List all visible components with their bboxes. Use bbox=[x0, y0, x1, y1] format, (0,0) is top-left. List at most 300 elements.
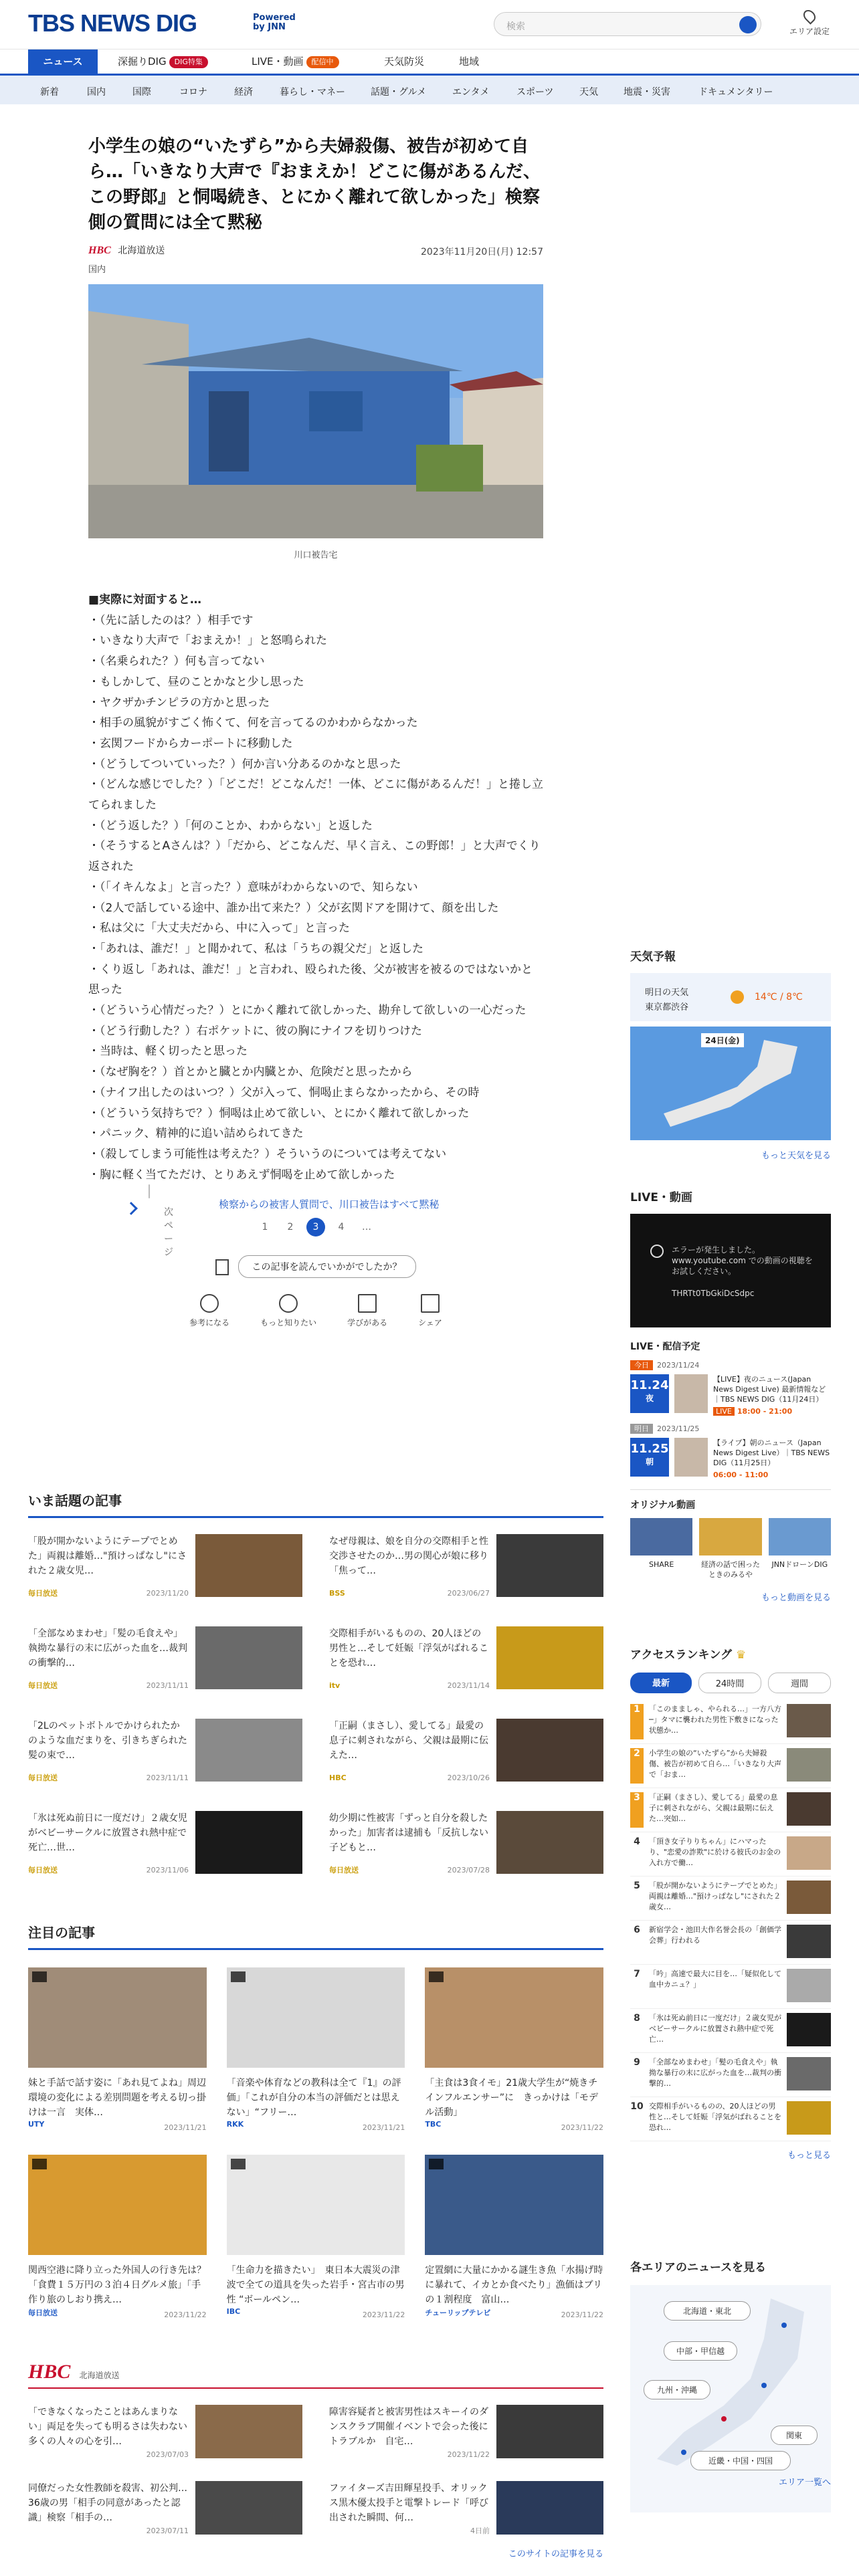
original-heading: オリジナル動画 bbox=[630, 1489, 831, 1511]
schedule-day-box bbox=[630, 1438, 669, 1477]
hbc-title: ファイターズ吉田輝星投手、オリックス黒木優太投手と電撃トレード「呼び出された瞬間、何… bbox=[329, 2483, 488, 2523]
body-line: ・（どう行動した？）右ポケットに、彼の胸にナイフを切りつけた bbox=[88, 1024, 422, 1038]
trending-title: 幼少期に性被害「ずっと自分を殺したかった」加害者は逮捕も「反抗しない子どもと… bbox=[329, 1813, 488, 1853]
hbc-section-logo[interactable]: HBC bbox=[28, 2361, 71, 2383]
trending-text-block bbox=[329, 1811, 490, 1885]
nav-region[interactable]: 地域 bbox=[459, 56, 480, 68]
ranking-item[interactable] bbox=[630, 1921, 831, 1965]
ranking-number: 6 bbox=[634, 1925, 640, 1935]
trending-heading: いま話題の記事 bbox=[28, 1490, 603, 1518]
featured-thumbnail bbox=[227, 2155, 405, 2255]
hbc-card[interactable] bbox=[28, 2405, 302, 2469]
area-list-link[interactable]: エリア一覧へ bbox=[778, 2478, 831, 2488]
feedback-block bbox=[88, 1255, 543, 1278]
nav-weather[interactable]: 天気防災 bbox=[384, 56, 425, 68]
reaction-share[interactable] bbox=[418, 1294, 442, 1328]
featured-source: UTY bbox=[28, 2120, 45, 2129]
trending-source: HBC bbox=[329, 1774, 347, 1782]
nav-dig[interactable] bbox=[118, 49, 208, 74]
reaction-helpful[interactable] bbox=[189, 1294, 229, 1328]
trending-thumbnail bbox=[195, 1534, 302, 1597]
location-pin-icon bbox=[801, 7, 818, 24]
subnav-corona[interactable]: コロナ bbox=[179, 87, 207, 98]
hbc-title: 同僚だった女性教師を殺害、初公判…36歳の男「相手の同意があったと認識」検察「相手の… bbox=[28, 2483, 187, 2523]
site-header bbox=[0, 0, 859, 49]
ranking-item[interactable] bbox=[630, 2097, 831, 2141]
ranking-title: 小学生の娘の“いたずら”から夫婦殺傷、被告が初めて自ら…「いきなり大声で「おま… bbox=[649, 1749, 781, 1779]
body-line: ・（そうするとAさんは？）「だから、どこなんだ、早く言え、この野郎！」と大声でくり返された bbox=[88, 839, 541, 874]
trending-card[interactable] bbox=[28, 1534, 302, 1608]
featured-date: 2023/11/22 bbox=[362, 2311, 405, 2319]
weather-widget bbox=[630, 947, 831, 1161]
featured-source: チューリップテレビ bbox=[425, 2309, 491, 2317]
ranking-item[interactable] bbox=[630, 1744, 831, 1788]
ranking-item[interactable] bbox=[630, 1788, 831, 1832]
subnav-documentary[interactable]: ドキュメンタリー bbox=[698, 87, 773, 98]
photo-caption: 川口被告宅 bbox=[294, 550, 338, 560]
search-icon[interactable] bbox=[739, 16, 757, 33]
schedule-presenter-avatar bbox=[674, 1374, 708, 1413]
trending-title: 「股が開かないようにテープでとめた」両親は離婚…"預けっぱなし"にされた２歳女児… bbox=[28, 1536, 187, 1576]
body-line: ・相手の風貌がすごく怖くて、何を言ってるのかわからなかった bbox=[88, 716, 418, 730]
hbc-text-block bbox=[329, 2405, 490, 2469]
schedule-day: 11.24 bbox=[630, 1378, 669, 1392]
body-line: ・（2人で話している途中、誰か出て来た？）父が玄関ドアを開けて、顔を出した bbox=[88, 901, 499, 915]
trending-card[interactable] bbox=[329, 1719, 603, 1792]
page-4[interactable]: 4 bbox=[338, 1222, 345, 1233]
trending-thumbnail bbox=[496, 1811, 603, 1874]
featured-title: 「音楽や体育などの教科は全て『1』の評価」「これが自分の本当の評価だとは思えない」“フリー… bbox=[226, 2078, 401, 2118]
site-logo[interactable]: TBS NEWS DIG bbox=[28, 9, 197, 37]
body-line: ・もしかして、昼のことかなと少し思った bbox=[88, 675, 304, 689]
schedule-title: 【LIVE】夜のニュース(Japan News Digest Live) 最新情報など｜TBS NEWS DIG（11月24日） bbox=[713, 1375, 826, 1404]
hbc-thumbnail bbox=[195, 2405, 302, 2458]
body-line: ・（先に話したのは？）相手です bbox=[88, 613, 254, 627]
ranking-title: 「全部なめまわせ」「髪の毛食えや」執拗な暴行の末に広がった血を…裁判の衝撃的… bbox=[649, 2058, 781, 2088]
featured-title: 「主食は3食イモ」21歳大学生が“焼きチインフルエンサー”に きっかけは「モデル活動」 bbox=[425, 2078, 599, 2118]
trending-title: 「氷は死ぬ前日に一度だけ」２歳女児がベビーサークルに放置され熱中症で死亡…世… bbox=[28, 1813, 187, 1853]
article-title: 小学生の娘の“いたずら”から夫婦殺傷、被告が初めて自ら…「いきなり大声で『おまえか！どこに傷があるんだ、この野郎』と恫喝続き、とにかく離れて欲しかった」検察側の質問には全て黙秘 bbox=[88, 136, 541, 233]
featured-footer bbox=[28, 2307, 207, 2319]
featured-thumbnail bbox=[28, 1967, 207, 2068]
schedule-title: 【ライブ】朝のニュース（Japan News Digest Live）｜TBS NEWS DIG（11月25日） bbox=[713, 1438, 830, 1467]
trending-text-block bbox=[28, 1534, 189, 1608]
featured-title: 「生命力を描きたい」 東日本大震災の津波で全ての道具を失った岩手・宮古市の男性 “ボールペン… bbox=[226, 2265, 405, 2305]
schedule-date-label: 2023/11/25 bbox=[657, 1424, 700, 1433]
reaction-buttons bbox=[88, 1294, 543, 1328]
body-line: ・（なぜ胸を？）首とかと臓とか内臓とか、危険だと思ったから bbox=[88, 1065, 413, 1079]
trending-card[interactable] bbox=[28, 1719, 302, 1792]
featured-thumbnail bbox=[425, 1967, 603, 2068]
trending-title: 交際相手がいるものの、20人ほどの男性と…そして妊娠「浮気がばれることを恐れ… bbox=[329, 1628, 488, 1669]
chevron-right-icon bbox=[124, 1202, 138, 1215]
schedule-day-box bbox=[630, 1374, 669, 1413]
share-icon bbox=[421, 1294, 440, 1313]
area-kyushu[interactable]: 九州・沖縄 bbox=[644, 2380, 710, 2399]
featured-thumbnail bbox=[227, 1967, 405, 2068]
ranking-item[interactable] bbox=[630, 1965, 831, 2009]
trending-source: 毎日放送 bbox=[28, 1866, 58, 1874]
reaction-learn-label: 学びがある bbox=[347, 1318, 388, 1328]
ranking-number: 4 bbox=[634, 1836, 640, 1847]
schedule-sub: 夜 bbox=[645, 1394, 654, 1403]
featured-date: 2023/11/22 bbox=[561, 2311, 603, 2319]
hbc-date: 2023/07/11 bbox=[146, 2527, 189, 2535]
area-chubu[interactable]: 中部・甲信越 bbox=[664, 2341, 737, 2361]
ranking-number: 8 bbox=[634, 2013, 640, 2024]
trending-card[interactable] bbox=[329, 1811, 603, 1885]
featured-title: 関西空港に降り立った外国人の行き先は？「食費１５万円の３泊４日グルメ旅」「手作り旅のしおり携え… bbox=[28, 2265, 206, 2305]
featured-footer bbox=[28, 2120, 207, 2132]
ranking-title: 「氷は死ぬ前日に一度だけ」２歳女児がベビーサークルに放置され熱中症で死亡… bbox=[649, 2014, 781, 2044]
reaction-helpful-label: 参考になる bbox=[189, 1318, 230, 1328]
featured-heading: 注目の記事 bbox=[28, 1922, 603, 1950]
trending-date: 2023/10/26 bbox=[447, 1774, 490, 1782]
original-thumbnail bbox=[630, 1518, 692, 1555]
page-2[interactable]: 2 bbox=[287, 1222, 294, 1233]
trending-thumbnail bbox=[496, 1719, 603, 1782]
ranking-thumbnail bbox=[787, 1748, 831, 1782]
magnifier-icon bbox=[279, 1294, 298, 1313]
featured-footer bbox=[227, 2307, 405, 2319]
hbc-title: 「できなくなったことはあんまりない」両足を失っても明るさは失わない多くの人々の心を引… bbox=[28, 2407, 187, 2447]
hbc-card[interactable] bbox=[329, 2481, 603, 2545]
body-line: ・パニック、精神的に追い詰められてきた bbox=[88, 1127, 304, 1141]
weather-map[interactable] bbox=[630, 1027, 831, 1140]
ranking-thumbnail bbox=[787, 1925, 831, 1958]
ranking-widget bbox=[630, 1645, 831, 2161]
featured-source: RKK bbox=[226, 2120, 244, 2129]
original-thumbnail bbox=[699, 1518, 761, 1555]
body-line: ・（どういう気持ちで？）恫喝は止めて欲しい、とにかく離れて欲しかった bbox=[88, 1106, 470, 1120]
trending-section bbox=[28, 1490, 603, 1885]
trending-text-block bbox=[329, 1719, 490, 1792]
reaction-more[interactable] bbox=[260, 1294, 316, 1328]
page-1[interactable]: 1 bbox=[262, 1222, 268, 1233]
trending-text-block bbox=[28, 1811, 189, 1885]
ranking-item[interactable] bbox=[630, 2009, 831, 2053]
schedule-info bbox=[713, 1374, 831, 1416]
area-setting-button[interactable] bbox=[788, 9, 831, 37]
sunny-icon bbox=[731, 990, 744, 1004]
trending-thumbnail bbox=[195, 1719, 302, 1782]
weather-map-date: 24日(金) bbox=[701, 1033, 744, 1047]
live-schedule bbox=[630, 1360, 831, 1480]
ranking-heading bbox=[630, 1645, 831, 1662]
schedule-heading: LIVE・配信予定 bbox=[630, 1341, 700, 1352]
trending-thumbnail bbox=[195, 1811, 302, 1874]
schedule-date-row bbox=[630, 1360, 831, 1370]
video-play-icon bbox=[429, 2159, 444, 2169]
ranking-number: 9 bbox=[634, 2057, 640, 2068]
subnav-disaster[interactable]: 地震・災害 bbox=[624, 87, 670, 98]
book-icon bbox=[358, 1294, 377, 1313]
schedule-live-badge: LIVE bbox=[713, 1407, 735, 1416]
area-heading: 各エリアのニュースを見る bbox=[630, 2261, 767, 2274]
ranking-title: 「股が開かないようにテープでとめた」両親は離婚…"預けっぱなし"にされた２歳女… bbox=[649, 1881, 781, 1911]
trending-date: 2023/07/28 bbox=[447, 1866, 490, 1874]
live-widget bbox=[630, 1188, 831, 1603]
hbc-more-link[interactable]: このサイトの記事を見る bbox=[508, 2549, 603, 2559]
featured-card[interactable] bbox=[425, 1967, 603, 2132]
video-play-icon bbox=[231, 2159, 246, 2169]
body-line: ・玄関フードからカーポートに移動した bbox=[88, 736, 293, 750]
page-3-current[interactable]: 3 bbox=[306, 1218, 325, 1237]
subnav-living[interactable]: 暮らし・マネー bbox=[280, 87, 345, 98]
trending-date: 2023/11/11 bbox=[146, 1774, 189, 1782]
body-line: ・（名乗られた？）何も言ってない bbox=[88, 655, 265, 669]
trending-date: 2023/11/20 bbox=[146, 1589, 189, 1598]
original-thumbnail bbox=[769, 1518, 831, 1555]
ranking-thumbnail bbox=[787, 1792, 831, 1826]
video-play-icon bbox=[231, 1971, 246, 1982]
trending-text-block bbox=[28, 1719, 189, 1792]
hbc-header bbox=[28, 2361, 603, 2389]
video-play-icon bbox=[32, 2159, 47, 2169]
sub-nav bbox=[0, 74, 859, 104]
weather-area: 東京都渋谷 bbox=[645, 1002, 689, 1012]
schedule-time: 06:00 - 11:00 bbox=[713, 1471, 769, 1479]
trending-source: BSS bbox=[329, 1589, 345, 1598]
dig-feature-badge: DIG特集 bbox=[169, 56, 208, 68]
body-line: ・私は父に「大丈夫だから、中に入って」と言った bbox=[88, 922, 350, 936]
area-widget bbox=[630, 2258, 831, 2488]
trending-thumbnail bbox=[496, 1534, 603, 1597]
schedule-time: 18:00 - 21:00 bbox=[737, 1407, 793, 1416]
body-line: ・（殺してしまう可能性は考えた？）そういうのについては考えてない bbox=[88, 1147, 447, 1161]
subnav-economy[interactable]: 経済 bbox=[234, 87, 253, 98]
featured-date: 2023/11/22 bbox=[561, 2123, 603, 2132]
featured-date: 2023/11/21 bbox=[362, 2123, 405, 2132]
trending-card[interactable] bbox=[329, 1534, 603, 1608]
featured-footer bbox=[425, 2120, 603, 2132]
schedule-day: 11.25 bbox=[630, 1442, 669, 1456]
ranking-tabs bbox=[630, 1673, 831, 1693]
schedule-row bbox=[630, 1438, 831, 1480]
ranking-heading-text: アクセスランキング bbox=[630, 1648, 732, 1662]
featured-card[interactable] bbox=[227, 2155, 405, 2319]
schedule-time-row bbox=[713, 1406, 831, 1416]
body-line: ・（ナイフ出したのはいつ？）父が入って、恫喝止まらなかったから、その時 bbox=[88, 1085, 480, 1099]
ranking-list bbox=[630, 1700, 831, 2141]
area-hokkaido-tohoku[interactable]: 北海道・東北 bbox=[664, 2301, 751, 2321]
featured-source: 毎日放送 bbox=[28, 2309, 58, 2317]
subnav-domestic[interactable]: 国内 bbox=[87, 87, 106, 98]
featured-thumbnail bbox=[425, 2155, 603, 2255]
trending-text-block bbox=[28, 1626, 189, 1700]
body-line: ・ヤクザかチンピラの方かと思った bbox=[88, 695, 270, 710]
error-icon bbox=[650, 1245, 664, 1258]
body-heading: ■実際に対面すると… bbox=[88, 593, 202, 607]
area-kanto[interactable]: 関東 bbox=[771, 2426, 818, 2445]
original-label: 経済の話で困ったときのみるや bbox=[700, 1560, 760, 1579]
video-more-link[interactable]: もっと動画を見る bbox=[761, 1593, 831, 1603]
trending-title: 「全部なめまわせ」「髪の毛食えや」執拗な暴行の末に広がった血を…裁判の衝撃的… bbox=[28, 1628, 187, 1669]
article-body bbox=[88, 590, 543, 1185]
featured-footer bbox=[227, 2120, 405, 2132]
original-videos bbox=[630, 1518, 831, 1580]
ranking-thumbnail bbox=[787, 1969, 831, 2002]
hbc-section bbox=[28, 2361, 603, 2559]
area-kinki[interactable]: 近畿・中国・四国 bbox=[690, 2451, 791, 2470]
hbc-thumbnail bbox=[496, 2481, 603, 2535]
article-source[interactable]: 北海道放送 bbox=[118, 245, 165, 256]
hbc-logo: HBC bbox=[88, 245, 111, 256]
trending-source: 毎日放送 bbox=[329, 1866, 359, 1874]
schedule-row bbox=[630, 1374, 831, 1416]
body-line: ・胸に軽く当てただけ、とりあえず恫喝を止めて欲しかった bbox=[88, 1168, 395, 1182]
nav-live[interactable] bbox=[252, 49, 339, 74]
weather-today[interactable] bbox=[630, 973, 831, 1021]
crown-icon: ♛ bbox=[735, 1648, 747, 1662]
ranking-more-link[interactable]: もっと見る bbox=[787, 2151, 831, 2161]
search-input[interactable] bbox=[494, 12, 761, 36]
ranking-number: 1 bbox=[630, 1704, 644, 1739]
player-video-id: THRTt0TbGkiDcSdpc bbox=[672, 1289, 755, 1298]
hbc-title: 障害容疑者と被害男性はスキーイのダンスクラブ開催イベントで会った後にトラブルか 自宅… bbox=[329, 2407, 488, 2447]
subnav-sports[interactable]: スポーツ bbox=[516, 87, 554, 98]
main-nav bbox=[0, 49, 859, 74]
schedule-presenter-avatar bbox=[674, 1438, 708, 1477]
schedule-item[interactable] bbox=[630, 1360, 831, 1416]
schedule-tag: 明日 bbox=[630, 1424, 653, 1434]
ranking-thumbnail bbox=[787, 1704, 831, 1737]
schedule-date-row bbox=[630, 1423, 831, 1434]
ranking-number: 2 bbox=[630, 1748, 644, 1784]
ranking-title: 交際相手がいるものの、20人ほどの男性と…そして妊娠「浮気がばれることを恐れ… bbox=[649, 2102, 781, 2132]
ranking-thumbnail bbox=[787, 1836, 831, 1870]
featured-card[interactable] bbox=[227, 1967, 405, 2132]
video-play-icon bbox=[429, 1971, 444, 1982]
body-line: ・（どう返した？）「何のことか、わからない」と返した bbox=[88, 819, 373, 833]
ranking-title: 新宿学会・池田大作名誉会長の「創価学会葬」行われる bbox=[649, 1925, 781, 1945]
hbc-card[interactable] bbox=[28, 2481, 302, 2545]
feedback-question: この記事を読んでいかがでしたか？ bbox=[238, 1255, 416, 1278]
lightbulb-icon bbox=[200, 1294, 219, 1313]
schedule-item[interactable] bbox=[630, 1423, 831, 1480]
featured-date: 2023/11/22 bbox=[164, 2311, 207, 2319]
ranking-title: 「頂き女子りりちゃん」にハマったり、"恋愛の詐欺"に於ける彼氏のお金の入れ方で働… bbox=[649, 1837, 781, 1867]
schedule-sub: 朝 bbox=[645, 1457, 654, 1467]
body-line: ・（どうしてついていった？）何か言い分あるのかなと思った bbox=[88, 757, 401, 771]
trending-thumbnail bbox=[195, 1626, 302, 1689]
house-photo bbox=[88, 284, 543, 538]
hbc-thumbnail bbox=[195, 2481, 302, 2535]
schedule-date-label: 2023/11/24 bbox=[657, 1361, 700, 1370]
article-date: 2023年11月20日(月) 12:57 bbox=[421, 247, 543, 257]
featured-card[interactable] bbox=[28, 2155, 207, 2319]
original-label: SHARE bbox=[648, 1560, 674, 1569]
trending-date: 2023/11/14 bbox=[447, 1681, 490, 1690]
body-line: ・（「イキんなよ」と言った？）意味がわからないので、知らない bbox=[88, 880, 418, 894]
featured-card[interactable] bbox=[28, 1967, 207, 2132]
ranking-number: 5 bbox=[634, 1881, 640, 1891]
subnav-topics[interactable]: 話題・グルメ bbox=[371, 87, 427, 98]
featured-thumbnail bbox=[28, 2155, 207, 2255]
trending-card[interactable] bbox=[28, 1626, 302, 1700]
next-page-link[interactable] bbox=[149, 1184, 440, 1259]
trending-text-block bbox=[329, 1534, 490, 1608]
article-category[interactable]: 国内 bbox=[88, 265, 106, 275]
ranking-tab-24h[interactable]: 24時間 bbox=[698, 1673, 761, 1693]
reaction-learn[interactable] bbox=[347, 1294, 387, 1328]
ranking-number: 3 bbox=[630, 1792, 644, 1828]
ranking-item[interactable] bbox=[630, 1700, 831, 1744]
search-placeholder: 検索 bbox=[506, 21, 525, 32]
hbc-card[interactable] bbox=[329, 2405, 603, 2469]
trending-date: 2023/06/27 bbox=[447, 1589, 490, 1598]
nav-news[interactable]: ニュース bbox=[28, 49, 98, 74]
trending-source: itv bbox=[329, 1681, 341, 1690]
featured-card[interactable] bbox=[425, 2155, 603, 2319]
subnav-entertainment[interactable]: エンタメ bbox=[452, 87, 490, 98]
featured-section bbox=[28, 1922, 603, 2319]
ranking-item[interactable] bbox=[630, 2053, 831, 2097]
reaction-share-label: シェア bbox=[418, 1318, 442, 1328]
youtube-player[interactable] bbox=[630, 1214, 831, 1327]
featured-grid bbox=[28, 1967, 603, 2319]
ranking-thumbnail bbox=[787, 1881, 831, 1914]
original-video[interactable] bbox=[630, 1518, 692, 1580]
featured-date: 2023/11/21 bbox=[164, 2123, 207, 2132]
next-page-title: 検察からの被害人質問で、川口被告はすべて黙秘 bbox=[219, 1198, 440, 1211]
hbc-grid bbox=[28, 2405, 603, 2545]
original-video[interactable] bbox=[699, 1518, 761, 1580]
ranking-tab-week[interactable]: 週間 bbox=[768, 1673, 831, 1693]
ranking-thumbnail bbox=[787, 2057, 831, 2090]
hbc-text-block bbox=[28, 2481, 189, 2545]
trending-source: 毎日放送 bbox=[28, 1774, 58, 1782]
weather-more-link[interactable]: もっと天気を見る bbox=[761, 1151, 831, 1161]
subnav-weather[interactable]: 天気 bbox=[579, 87, 598, 98]
ranking-title: 「このまましゃ、やられる…」一方八方─」タマに襲われた男性下敷きになった状態か… bbox=[649, 1705, 781, 1735]
trending-title: なぜ母親は、娘を自分の交際相手と性交渉させたのか…男の関心が娘に移り「焦って… bbox=[329, 1536, 488, 1576]
subnav-new[interactable]: 新着 bbox=[40, 87, 59, 98]
ranking-number: 10 bbox=[630, 2101, 644, 2112]
weather-temp: 14℃ / 8℃ bbox=[755, 992, 803, 1002]
ranking-item[interactable] bbox=[630, 1876, 831, 1921]
hbc-date: 2023/07/03 bbox=[146, 2450, 189, 2459]
subnav-international[interactable]: 国際 bbox=[132, 87, 151, 98]
trending-date: 2023/11/06 bbox=[146, 1866, 189, 1874]
weather-tomorrow-label: 明日の天気 bbox=[645, 988, 689, 998]
ranking-tab-latest[interactable]: 最新 bbox=[630, 1673, 692, 1693]
ranking-item[interactable] bbox=[630, 1832, 831, 1876]
body-line: ・（どういう心情だった？）とにかく離れて欲しかった、勘弁して欲しいの一心だった bbox=[88, 1004, 527, 1018]
hbc-thumbnail bbox=[496, 2405, 603, 2458]
original-video[interactable] bbox=[769, 1518, 831, 1580]
trending-card[interactable] bbox=[28, 1811, 302, 1885]
trending-thumbnail bbox=[496, 1626, 603, 1689]
page-ellipsis: … bbox=[362, 1222, 371, 1233]
article-meta bbox=[88, 243, 543, 258]
trending-title: 「2Lのペットボトルでかけられたかのような血だまりを、引きちぎられた髪の束で… bbox=[28, 1721, 187, 1761]
body-line: ・（どんな感じでした？）「どこだ！どこなんだ！一体、どこに傷があるんだ！」と捲し立てられました bbox=[88, 778, 543, 813]
schedule-info bbox=[713, 1438, 831, 1480]
nav-live-label: LIVE・動画 bbox=[252, 56, 304, 68]
original-label: JNNドローンDIG bbox=[771, 1560, 828, 1569]
trending-source: 毎日放送 bbox=[28, 1589, 58, 1598]
powered-by-jnn: Powered by JNN bbox=[253, 13, 296, 32]
trending-title: 「正嗣（まさし）、愛してる」最愛の息子に刺されながら、父親は最期に伝えた… bbox=[329, 1721, 488, 1761]
trending-card[interactable] bbox=[329, 1626, 603, 1700]
next-page-label: 次ページ bbox=[164, 1207, 173, 1259]
schedule-time-row bbox=[713, 1470, 831, 1480]
trending-grid bbox=[28, 1534, 603, 1885]
hbc-date: 4日前 bbox=[470, 2527, 490, 2535]
schedule-tag: 今日 bbox=[630, 1360, 653, 1370]
trending-date: 2023/11/11 bbox=[146, 1681, 189, 1690]
